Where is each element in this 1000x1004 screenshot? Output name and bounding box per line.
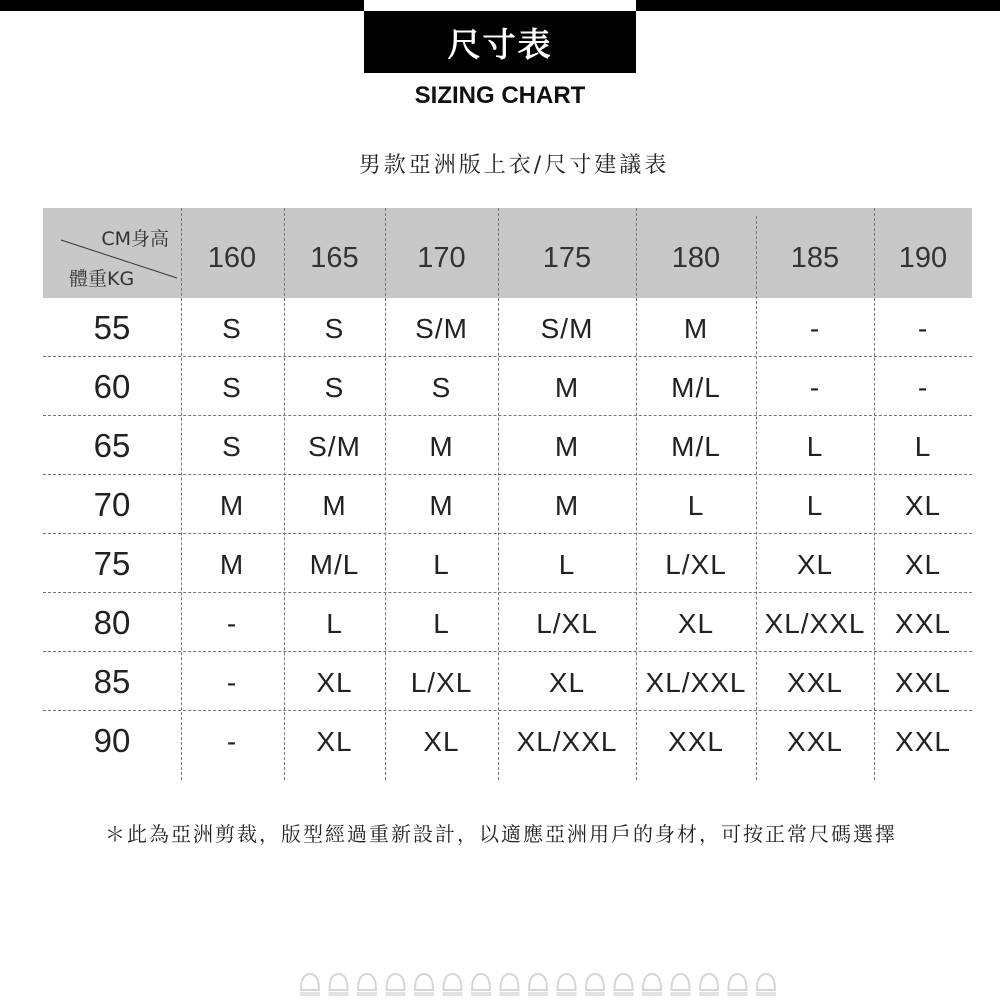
size-cell: S/M xyxy=(308,431,361,462)
watermark-icon xyxy=(699,974,719,996)
size-cell: L xyxy=(326,608,343,639)
size-cell: M/L xyxy=(671,372,721,403)
height-header-0: 160 xyxy=(207,242,257,274)
size-cell: XL xyxy=(548,667,586,698)
table-row xyxy=(43,534,972,593)
footnote: ＊此為亞洲剪裁，版型經過重新設計，以適應亞洲用戶的身材，可按正常尺碼選擇 xyxy=(105,822,897,846)
size-cell: L xyxy=(806,431,824,462)
size-cell: XL xyxy=(677,608,715,639)
table-row xyxy=(43,711,972,770)
watermark-icon xyxy=(671,974,691,996)
column-divider xyxy=(874,208,875,780)
height-header-6: 190 xyxy=(898,242,948,274)
size-cell: XXL xyxy=(668,726,724,757)
size-cell: XXL xyxy=(787,726,843,757)
size-cell: XL xyxy=(423,726,460,757)
height-axis-label: CM身高 xyxy=(101,228,169,250)
corner-cell xyxy=(43,208,181,298)
chart-caption: 男款亞洲版上衣/尺寸建議表 xyxy=(358,153,670,178)
size-cell: L xyxy=(433,549,450,580)
size-cell: XL xyxy=(316,726,353,757)
size-cell: S/M xyxy=(415,313,468,344)
weight-axis-label: 體重KG xyxy=(69,268,135,290)
column-divider xyxy=(498,208,499,780)
height-header-2: 170 xyxy=(417,242,466,274)
size-cell: M xyxy=(554,372,580,403)
table-row xyxy=(43,416,972,475)
weight-cell: 60 xyxy=(93,368,131,405)
size-cell: M xyxy=(683,313,709,344)
size-cell: - xyxy=(809,313,821,344)
weight-cell: 90 xyxy=(93,722,131,759)
watermark-icon xyxy=(528,974,548,996)
weight-cell: 75 xyxy=(93,545,131,582)
watermark-logos xyxy=(298,968,788,1000)
column-divider xyxy=(181,208,182,780)
height-header-1: 165 xyxy=(310,242,359,274)
size-cell: S xyxy=(222,372,242,403)
size-cell: XXL xyxy=(895,667,951,698)
watermark-icon xyxy=(443,974,463,996)
size-cell: S xyxy=(222,431,242,462)
watermark-icon xyxy=(642,974,662,996)
watermark-strip xyxy=(298,968,788,1004)
watermark-icon xyxy=(357,974,377,996)
size-cell: XXL xyxy=(895,726,951,757)
size-cell: S xyxy=(431,372,452,403)
size-cell: - xyxy=(917,313,929,344)
size-cell: XL/XXL xyxy=(645,667,747,698)
weight-cell: 55 xyxy=(93,309,131,346)
size-cell: - xyxy=(226,608,238,639)
size-cell: M xyxy=(429,431,454,462)
top-rule-left xyxy=(0,0,364,11)
size-cell: XL xyxy=(796,549,834,580)
top-rule-right xyxy=(636,0,1000,11)
weight-cell: 85 xyxy=(93,663,131,700)
size-cell: M xyxy=(429,490,454,521)
size-cell: S xyxy=(324,313,345,344)
size-cell: - xyxy=(917,372,929,403)
size-cell: M xyxy=(219,549,245,580)
watermark-icon xyxy=(585,974,605,996)
size-cell: XL xyxy=(904,490,942,521)
column-divider xyxy=(284,208,285,780)
page-subtitle: SIZING CHART xyxy=(414,82,586,109)
watermark-icon xyxy=(414,974,434,996)
watermark-icon xyxy=(756,974,776,996)
watermark-icon xyxy=(329,974,349,996)
watermark-icon xyxy=(557,974,577,996)
watermark-icon xyxy=(614,974,634,996)
watermark-icon xyxy=(500,974,520,996)
size-cell: L/XL xyxy=(410,667,473,698)
size-cell: L xyxy=(914,431,932,462)
size-cell: XL/XXL xyxy=(764,608,866,639)
size-cell: L/XL xyxy=(665,549,727,580)
size-cell: M xyxy=(322,490,347,521)
table-row xyxy=(43,652,972,711)
watermark-icon xyxy=(386,974,406,996)
watermark-icon xyxy=(471,974,491,996)
watermark-icon xyxy=(300,974,320,996)
size-cell: - xyxy=(809,372,821,403)
table-row xyxy=(43,593,972,652)
height-header-3: 175 xyxy=(542,242,592,274)
column-divider xyxy=(385,208,386,780)
size-cell: L xyxy=(806,490,824,521)
column-divider xyxy=(636,208,637,780)
weight-cell: 65 xyxy=(93,427,131,464)
page-title: 尺寸表 xyxy=(364,11,636,73)
table-row xyxy=(43,298,972,357)
size-cell: S/M xyxy=(540,313,594,344)
size-cell: M xyxy=(554,431,580,462)
weight-cell: 70 xyxy=(93,486,131,523)
table-row xyxy=(43,475,972,534)
size-cell: XL xyxy=(904,549,942,580)
size-cell: S xyxy=(324,372,345,403)
size-cell: L/XL xyxy=(536,608,598,639)
size-cell: XXL xyxy=(787,667,843,698)
size-cell: M xyxy=(554,490,580,521)
size-cell: XL/XXL xyxy=(516,726,618,757)
size-cell: L xyxy=(687,490,705,521)
column-divider xyxy=(756,216,757,780)
size-cell: M xyxy=(219,490,245,521)
size-cell: M/L xyxy=(309,549,360,580)
height-header-5: 185 xyxy=(790,242,840,274)
size-cell: XXL xyxy=(895,608,951,639)
table-header xyxy=(43,208,972,298)
size-cell: S xyxy=(222,313,242,344)
size-cell: - xyxy=(226,726,238,757)
watermark-icon xyxy=(728,974,748,996)
table-row xyxy=(43,357,972,416)
size-cell: L xyxy=(558,549,576,580)
size-cell: - xyxy=(226,667,238,698)
size-cell: M/L xyxy=(671,431,721,462)
size-cell: XL xyxy=(316,667,353,698)
height-header-4: 180 xyxy=(671,242,721,274)
size-cell: L xyxy=(433,608,450,639)
weight-cell: 80 xyxy=(93,604,131,641)
